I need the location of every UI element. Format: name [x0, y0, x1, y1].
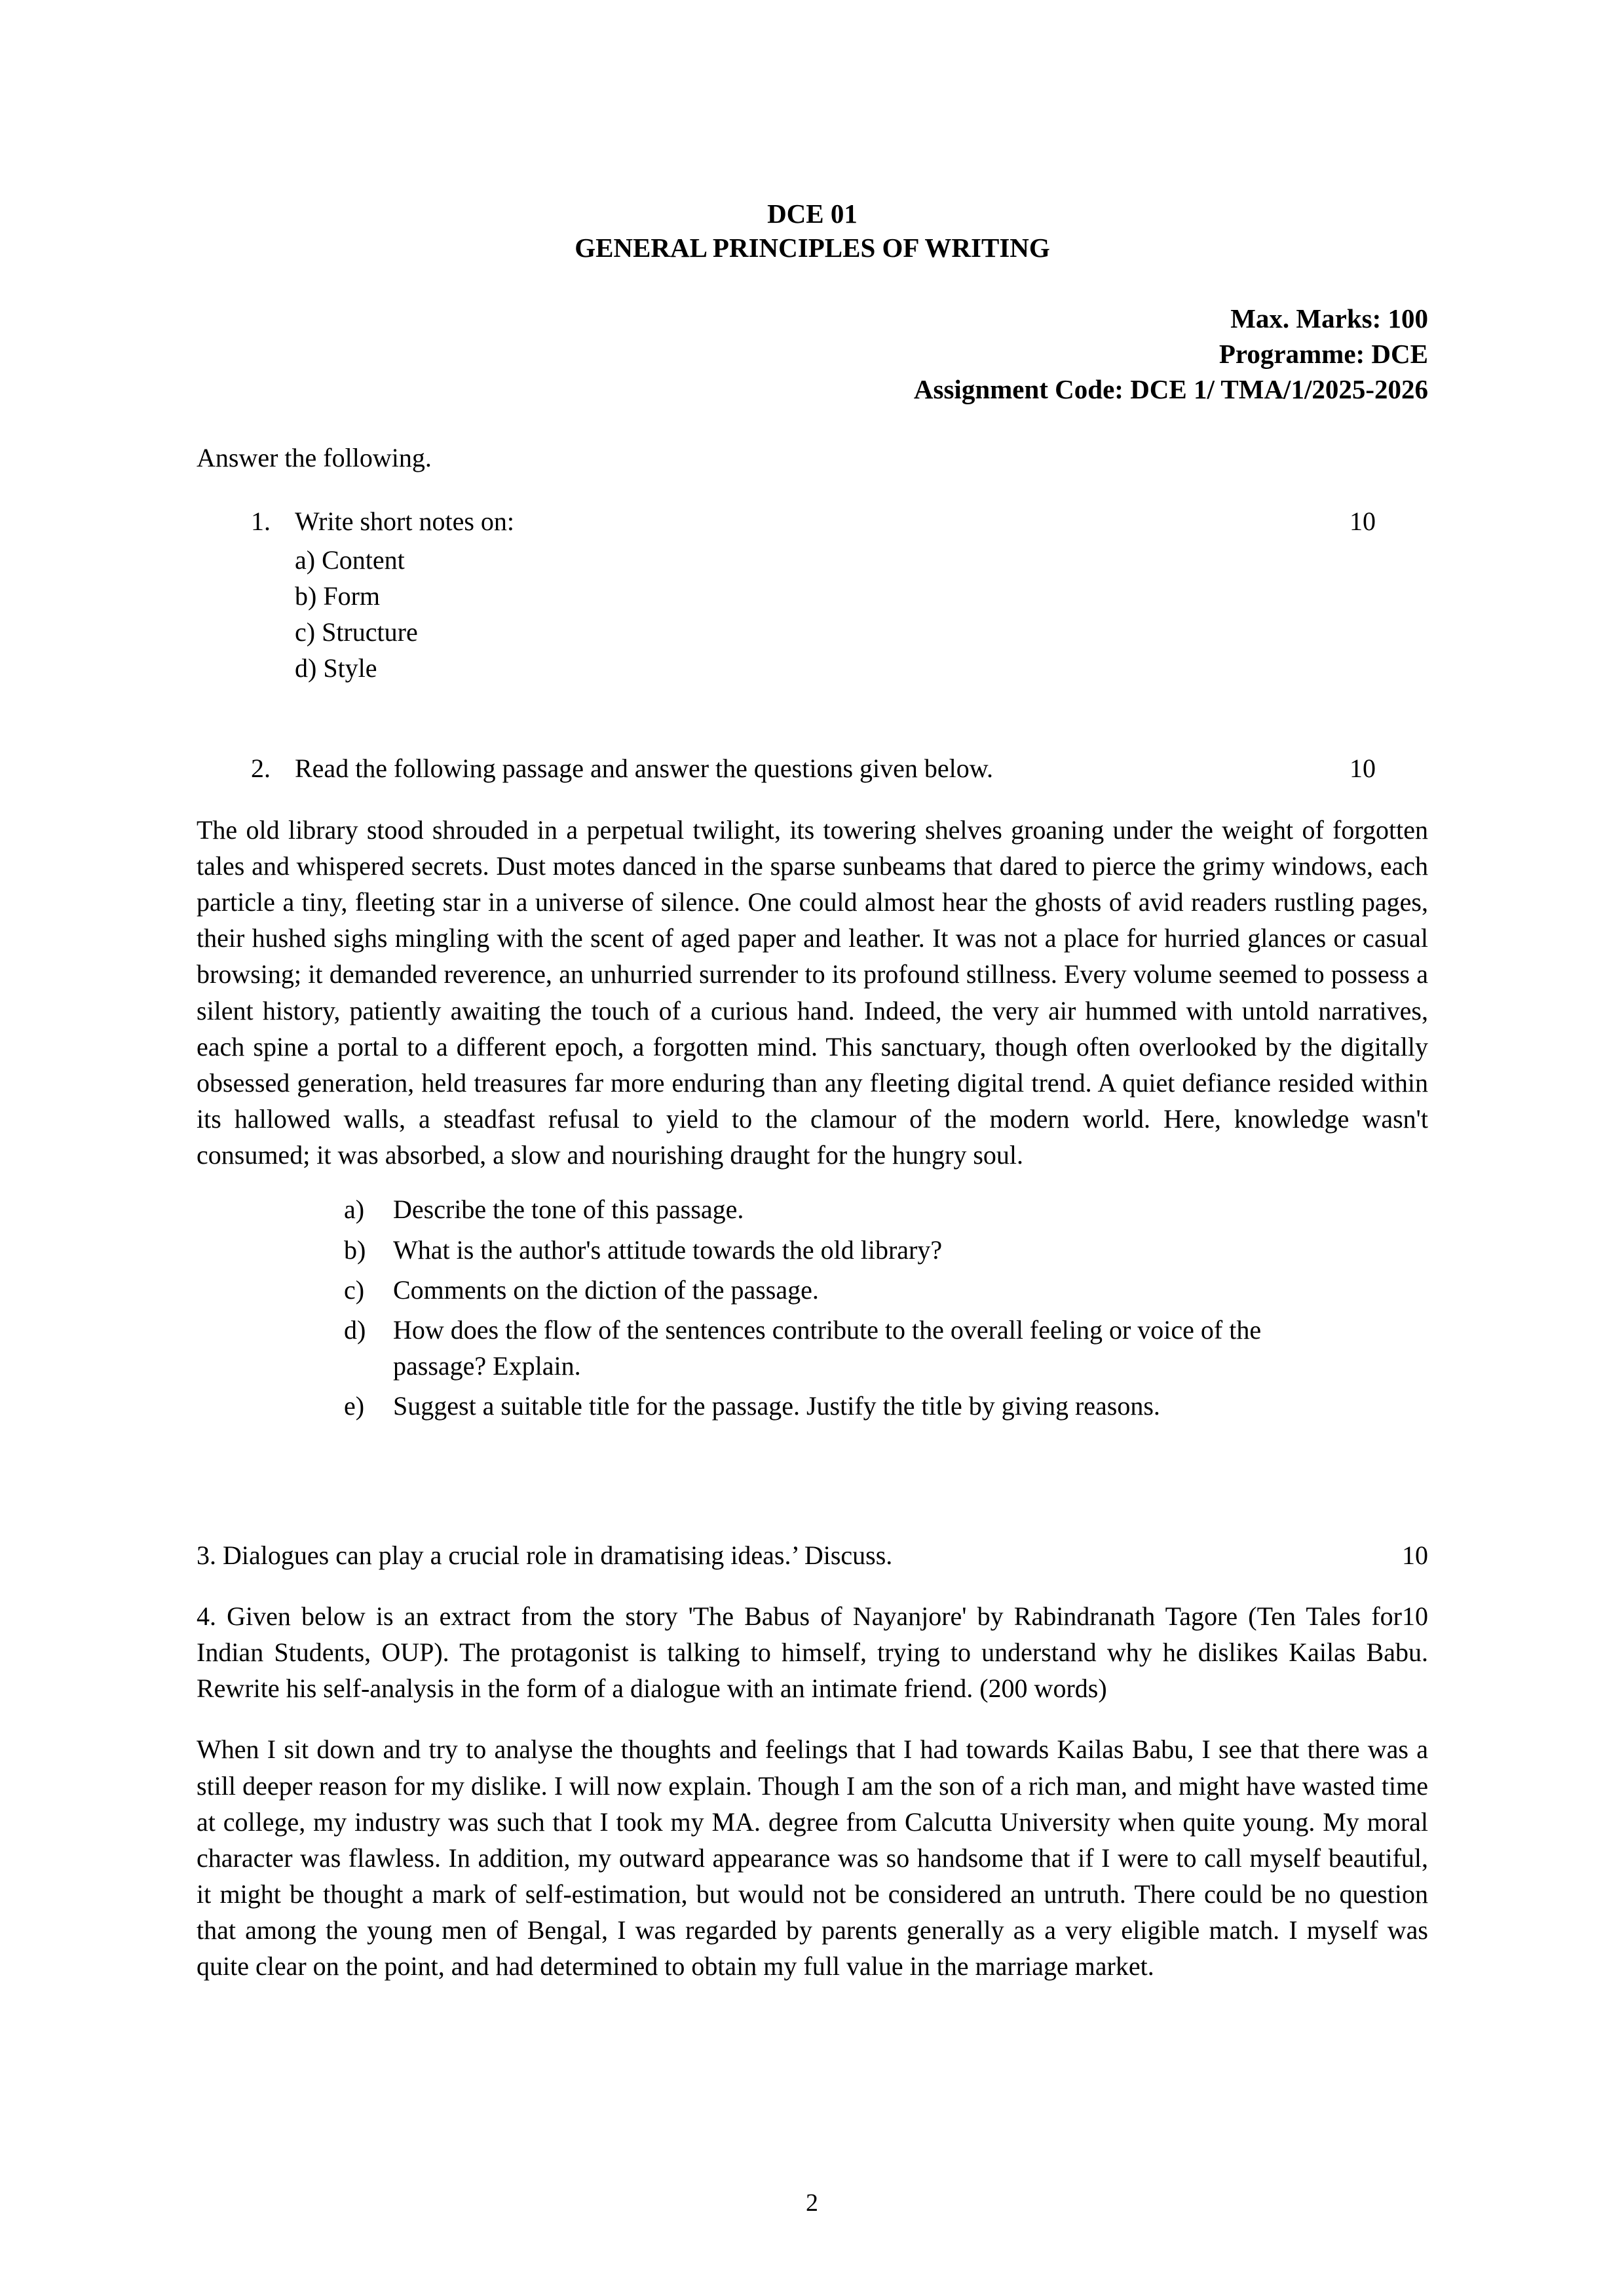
list-item [344, 1388, 1428, 1424]
question-1-text: Write short notes on: [295, 507, 514, 537]
sub-item-text: Describe the tone of this passage. [393, 1195, 744, 1225]
question-3 [197, 1537, 1428, 1573]
list-item [344, 1232, 1428, 1268]
question-3-text: 3. Dialogues can play a crucial role in dramatising ideas.’ Discuss. [197, 1540, 893, 1570]
course-title: GENERAL PRINCIPLES OF WRITING [575, 233, 1050, 263]
list-item: b) Form [295, 581, 380, 611]
question-2-sub-list [197, 1191, 1428, 1424]
sub-item-label: a) [344, 1195, 365, 1225]
max-marks: Max. Marks: 100 [1230, 303, 1428, 334]
question-4-marks: 10 [1402, 1601, 1428, 1631]
question-3-marks: 10 [1402, 1540, 1428, 1570]
question-2-passage: The old library stood shrouded in a perpetual twilight, its towering shelves groaning under the weight of forgotten tales and whispered secrets. Dust motes danced in the sparse sunbeams that dared to pierce the grimy windows, each particle a tiny, fleeting star in a universe of silence. One could almost hear the ghosts of avid readers rustling pages, their hushed sighs mingling with the scent of aged paper and leather. It was not a place for hurried glances or casual browsing; it demanded reverence, an unhurried surrender to its profound stillness. Every volume seemed to possess a silent history, patiently awaiting the touch of a curious hand. Indeed, the very air hummed with untold narratives, each spine a portal to a different epoch, a forgotten mind. This sanctuary, though often overlooked by the digitally obsessed generation, held treasures far more enduring than any fleeting digital trend. A quiet defiance resided within its hallowed walls, a steadfast refusal to yield to the clamour of the modern world. Here, knowledge wasn't consumed; it was absorbed, a slow and nourishing draught for the hungry soul. [197, 814, 1428, 1170]
question-1-number: 1. [251, 507, 271, 537]
sub-item-label: c) [344, 1274, 365, 1305]
question-2 [197, 750, 1428, 786]
list-item: d) Style [295, 653, 377, 683]
programme: Programme: DCE [1218, 339, 1428, 370]
question-1 [197, 503, 1428, 686]
spacer [197, 1173, 1428, 1191]
sub-item-label: b) [344, 1234, 366, 1265]
sub-item-label: e) [344, 1391, 365, 1421]
sub-item-label: d) [344, 1315, 366, 1345]
list-item [344, 1191, 1428, 1227]
list-item [344, 1312, 1428, 1384]
instruction-line: Answer the following. [197, 443, 432, 473]
question-2-number: 2. [251, 754, 271, 784]
list-item: a) Content [295, 545, 405, 575]
question-2-text: Read the following passage and answer the questions given below. [295, 754, 994, 784]
document-content [197, 197, 1428, 1985]
question-1-sub-list [197, 542, 1428, 687]
question-4-extract: When I sit down and try to analyse the thoughts and feelings that I had towards Kailas Babu, I see that there was a still deeper reason for my dislike. I will now explain. Though I am the son of a rich man, and might have wasted time at college, my industry was such that I took my MA. degree from Calcutta University when quite young. My moral character was flawless. In addition, my outward appearance was so handsome that if I were to call myself beautiful, it might be thought a mark of self-estimation, but would not be considered an untruth. There could be no question that among the young men of Bengal, I was regarded by parents generally as a very eligible match. I myself was quite clear on the point, and had determined to obtain my full value in the marriage market. [197, 1734, 1428, 1981]
course-code: DCE 01 [767, 199, 858, 229]
question-1-row [197, 503, 1428, 539]
question-1-marks: 10 [1350, 507, 1376, 537]
question-4 [197, 1598, 1428, 1707]
sub-item-text: Suggest a suitable title for the passage. Justify the title by giving reasons. [393, 1391, 1160, 1421]
question-2-marks: 10 [1350, 754, 1376, 784]
question-4-text: 4. Given below is an extract from the story 'The Babus of Nayanjore' by Rabindranath Tagore (Ten Tales for Indian Students, OUP). The protagonist is talking to himself, trying to understand why he dislikes Kailas Babu. Rewrite his self-analysis in the form of a dialogue with an intimate friend. (200 words) [197, 1601, 1428, 1704]
assignment-meta [197, 301, 1428, 407]
assignment-code: Assignment Code: DCE 1/ TMA/1/2025-2026 [913, 374, 1428, 405]
list-item [344, 1272, 1428, 1308]
spacer [197, 1428, 1428, 1508]
spacer [197, 686, 1428, 723]
sub-item-text: Comments on the diction of the passage. [393, 1274, 819, 1305]
question-2-row [197, 750, 1428, 786]
page-number: 2 [806, 2189, 818, 2217]
sub-item-text: How does the flow of the sentences contribute to the overall feeling or voice of the passage? Explain. [393, 1315, 1262, 1381]
list-item: c) Structure [295, 617, 418, 647]
document-header [197, 197, 1428, 265]
sub-item-text: What is the author's attitude towards the old library? [393, 1234, 943, 1265]
